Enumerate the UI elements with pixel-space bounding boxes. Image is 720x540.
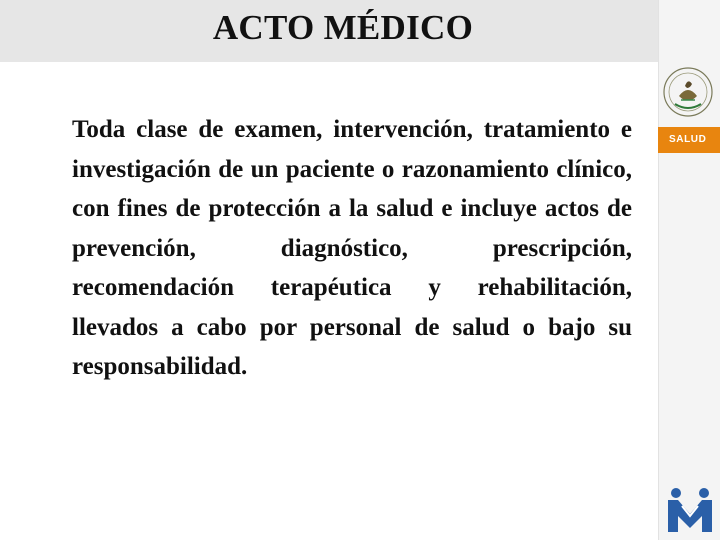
- imss-logo-icon: [664, 486, 716, 534]
- slide-title: ACTO MÉDICO: [212, 8, 474, 47]
- salud-label: SALUD: [669, 134, 707, 145]
- seal-icon: [661, 64, 715, 122]
- definition-paragraph: Toda clase de examen, intervención, tratamiento e investigación de un paciente o razonamiento clínico, con fines de protección a la salud e incluye actos de prevención, diagnóstico, prescripción, recomendación terapéutica y rehabilitación, llevados a cabo por personal de salud o bajo su responsabilidad.: [72, 116, 632, 380]
- salud-label-bar: [658, 127, 720, 153]
